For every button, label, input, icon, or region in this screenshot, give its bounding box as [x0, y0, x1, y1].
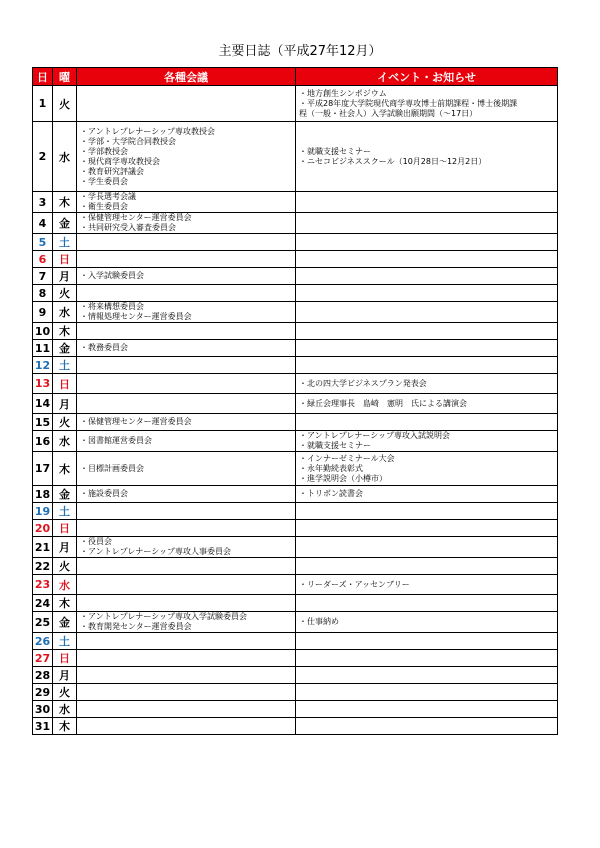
diary-table [32, 67, 558, 735]
meetings-cell [77, 234, 296, 251]
meetings-cell [77, 414, 296, 431]
header-dow: 曜 [53, 68, 77, 86]
events-cell [296, 213, 558, 234]
meeting-item: ・入学試験委員会 [80, 271, 144, 280]
weekday-cell: 木 [53, 452, 77, 486]
day-cell: 25 [33, 612, 53, 633]
events-cell [296, 86, 558, 122]
meetings-cell [77, 718, 296, 735]
meeting-item: ・保健管理センター運営委員会 [80, 417, 192, 426]
meeting-item: ・情報処理センター運営委員会 [80, 312, 192, 321]
header-meetings: 各種会議 [77, 68, 296, 86]
meeting-item: ・役員会 [80, 537, 112, 546]
meetings-cell [77, 558, 296, 575]
meeting-item: ・図書館運営委員会 [80, 436, 152, 445]
weekday-cell: 月 [53, 537, 77, 558]
meetings-cell [77, 520, 296, 537]
events-cell [296, 718, 558, 735]
table-row [33, 575, 558, 595]
events-cell [296, 122, 558, 192]
meetings-cell [77, 394, 296, 414]
meetings-cell [77, 340, 296, 357]
day-cell: 16 [33, 431, 53, 452]
meetings-cell [77, 595, 296, 612]
event-item: ・トリボン読書会 [299, 489, 363, 498]
weekday-cell: 金 [53, 340, 77, 357]
table-row [33, 612, 558, 633]
meeting-item: ・将来構想委員会 [80, 302, 144, 311]
weekday-cell: 水 [53, 575, 77, 595]
events-cell [296, 520, 558, 537]
weekday-cell: 土 [53, 503, 77, 520]
event-item: ・平成28年度大学院現代商学専攻博士前期課程・博士後期課 [299, 98, 518, 108]
table-row [33, 340, 558, 357]
event-item: ・仕事納め [299, 617, 339, 626]
weekday-cell: 水 [53, 302, 77, 323]
weekday-cell: 火 [53, 414, 77, 431]
meetings-cell [77, 122, 296, 192]
events-cell [296, 486, 558, 503]
table-row [33, 452, 558, 486]
day-cell: 31 [33, 718, 53, 735]
meeting-item: ・共同研究受入審査委員会 [80, 223, 176, 232]
table-row [33, 718, 558, 735]
meetings-cell [77, 612, 296, 633]
table-row [33, 537, 558, 558]
day-cell: 7 [33, 268, 53, 285]
meetings-cell [77, 431, 296, 452]
weekday-cell: 金 [53, 486, 77, 503]
day-cell: 27 [33, 650, 53, 667]
events-cell [296, 701, 558, 718]
events-cell [296, 374, 558, 394]
table-row [33, 234, 558, 251]
meeting-item: ・教育開発センター運営委員会 [80, 622, 192, 631]
day-cell: 24 [33, 595, 53, 612]
event-item: ・北の四大学ビジネスプラン発表会 [299, 378, 427, 388]
day-cell: 13 [33, 374, 53, 394]
weekday-cell: 水 [53, 701, 77, 718]
table-row [33, 251, 558, 268]
events-cell [296, 414, 558, 431]
events-cell [296, 192, 558, 213]
events-cell [296, 633, 558, 650]
day-cell: 17 [33, 452, 53, 486]
weekday-cell: 土 [53, 633, 77, 650]
meeting-item: ・施設委員会 [80, 489, 128, 498]
meeting-item: ・現代商学専攻教授会 [80, 156, 160, 166]
events-cell [296, 268, 558, 285]
events-cell [296, 323, 558, 340]
events-cell [296, 234, 558, 251]
day-cell: 11 [33, 340, 53, 357]
day-cell: 28 [33, 667, 53, 684]
meeting-item: ・アントレプレナーシップ専攻人事委員会 [80, 547, 232, 556]
meeting-item: ・教務委員会 [80, 343, 128, 352]
meetings-cell [77, 374, 296, 394]
table-row [33, 431, 558, 452]
day-cell: 21 [33, 537, 53, 558]
events-cell [296, 285, 558, 302]
day-cell: 30 [33, 701, 53, 718]
weekday-cell: 火 [53, 86, 77, 122]
weekday-cell: 土 [53, 234, 77, 251]
event-item: ・進学説明会（小樽市） [299, 473, 387, 483]
meetings-cell [77, 537, 296, 558]
day-cell: 23 [33, 575, 53, 595]
meetings-cell [77, 302, 296, 323]
day-cell: 12 [33, 357, 53, 374]
weekday-cell: 火 [53, 558, 77, 575]
day-cell: 1 [33, 86, 53, 122]
weekday-cell: 火 [53, 684, 77, 701]
meeting-item: ・学生委員会 [80, 176, 128, 186]
meetings-cell [77, 633, 296, 650]
day-cell: 20 [33, 520, 53, 537]
weekday-cell: 木 [53, 718, 77, 735]
weekday-cell: 火 [53, 285, 77, 302]
meeting-item: ・衛生委員会 [80, 202, 128, 211]
day-cell: 2 [33, 122, 53, 192]
event-item: ・就職支援セミナー [299, 146, 371, 156]
meetings-cell [77, 650, 296, 667]
weekday-cell: 金 [53, 612, 77, 633]
weekday-cell: 月 [53, 268, 77, 285]
meetings-cell [77, 452, 296, 486]
weekday-cell: 水 [53, 431, 77, 452]
table-row [33, 650, 558, 667]
event-item: ・インナーゼミナール大会 [299, 453, 395, 463]
events-cell [296, 612, 558, 633]
meetings-cell [77, 575, 296, 595]
table-row [33, 414, 558, 431]
weekday-cell: 木 [53, 595, 77, 612]
meetings-cell [77, 192, 296, 213]
events-cell [296, 595, 558, 612]
events-cell [296, 431, 558, 452]
table-row [33, 667, 558, 684]
header-row [33, 68, 558, 86]
table-row [33, 394, 558, 414]
events-cell [296, 452, 558, 486]
meetings-cell [77, 268, 296, 285]
events-cell [296, 302, 558, 323]
diary-body [33, 86, 558, 735]
day-cell: 18 [33, 486, 53, 503]
meeting-item: ・学部教授会 [80, 146, 128, 156]
meetings-cell [77, 251, 296, 268]
meetings-cell [77, 684, 296, 701]
meeting-item: ・保健管理センター運営委員会 [80, 213, 192, 222]
weekday-cell: 月 [53, 394, 77, 414]
table-row [33, 486, 558, 503]
header-events: イベント・お知らせ [296, 68, 558, 86]
day-cell: 14 [33, 394, 53, 414]
table-row [33, 684, 558, 701]
events-cell [296, 650, 558, 667]
day-cell: 8 [33, 285, 53, 302]
table-row [33, 86, 558, 122]
day-cell: 29 [33, 684, 53, 701]
events-cell [296, 684, 558, 701]
event-item: ・永年勤続表彰式 [299, 463, 363, 473]
meetings-cell [77, 323, 296, 340]
table-row [33, 213, 558, 234]
weekday-cell: 日 [53, 520, 77, 537]
meeting-item: ・目標計画委員会 [80, 463, 144, 473]
event-item: ・リーダーズ・アッセンブリー [299, 579, 410, 589]
table-row [33, 374, 558, 394]
day-cell: 15 [33, 414, 53, 431]
day-cell: 26 [33, 633, 53, 650]
meetings-cell [77, 503, 296, 520]
weekday-cell: 月 [53, 667, 77, 684]
event-item: ・ニセコビジネススクール（10月28日～12月2日） [299, 156, 487, 166]
table-row [33, 323, 558, 340]
weekday-cell: 日 [53, 374, 77, 394]
table-row [33, 285, 558, 302]
event-item: ・地方創生シンポジウム [299, 88, 387, 98]
events-cell [296, 575, 558, 595]
weekday-cell: 日 [53, 650, 77, 667]
table-row [33, 633, 558, 650]
meetings-cell [77, 357, 296, 374]
table-row [33, 520, 558, 537]
day-cell: 6 [33, 251, 53, 268]
events-cell [296, 558, 558, 575]
weekday-cell: 木 [53, 323, 77, 340]
events-cell [296, 357, 558, 374]
weekday-cell: 日 [53, 251, 77, 268]
table-row [33, 503, 558, 520]
events-cell [296, 537, 558, 558]
meetings-cell [77, 701, 296, 718]
day-cell: 22 [33, 558, 53, 575]
meetings-cell [77, 86, 296, 122]
table-row [33, 192, 558, 213]
event-item: 程（一般・社会人）入学試験出願期間（～17日） [299, 108, 478, 118]
weekday-cell: 土 [53, 357, 77, 374]
events-cell [296, 503, 558, 520]
meetings-cell [77, 667, 296, 684]
table-row [33, 701, 558, 718]
table-row [33, 357, 558, 374]
meeting-item: ・アントレプレナーシップ専攻教授会 [80, 126, 216, 136]
table-row [33, 268, 558, 285]
meetings-cell [77, 285, 296, 302]
table-row [33, 302, 558, 323]
events-cell [296, 394, 558, 414]
meeting-item: ・教育研究評議会 [80, 166, 144, 176]
header-day: 日 [33, 68, 53, 86]
weekday-cell: 木 [53, 192, 77, 213]
weekday-cell: 水 [53, 122, 77, 192]
meeting-item: ・アントレプレナーシップ専攻入学試験委員会 [80, 612, 248, 621]
event-item: ・就職支援セミナー [299, 441, 371, 450]
meeting-item: ・学部・大学院合同教授会 [80, 136, 176, 146]
meeting-item: ・学長選考会議 [80, 192, 136, 201]
table-row [33, 558, 558, 575]
day-cell: 3 [33, 192, 53, 213]
day-cell: 10 [33, 323, 53, 340]
day-cell: 19 [33, 503, 53, 520]
page-title: 主要日誌（平成27年12月） [218, 44, 382, 59]
table-row [33, 595, 558, 612]
events-cell [296, 251, 558, 268]
table-row [33, 122, 558, 192]
events-cell [296, 340, 558, 357]
day-cell: 4 [33, 213, 53, 234]
weekday-cell: 金 [53, 213, 77, 234]
event-item: ・緑丘会理事長 島崎 憲明 氏による講演会 [299, 398, 467, 408]
events-cell [296, 667, 558, 684]
meetings-cell [77, 213, 296, 234]
day-cell: 5 [33, 234, 53, 251]
meetings-cell [77, 486, 296, 503]
event-item: ・アントレプレナーシップ専攻入試説明会 [299, 431, 451, 440]
day-cell: 9 [33, 302, 53, 323]
